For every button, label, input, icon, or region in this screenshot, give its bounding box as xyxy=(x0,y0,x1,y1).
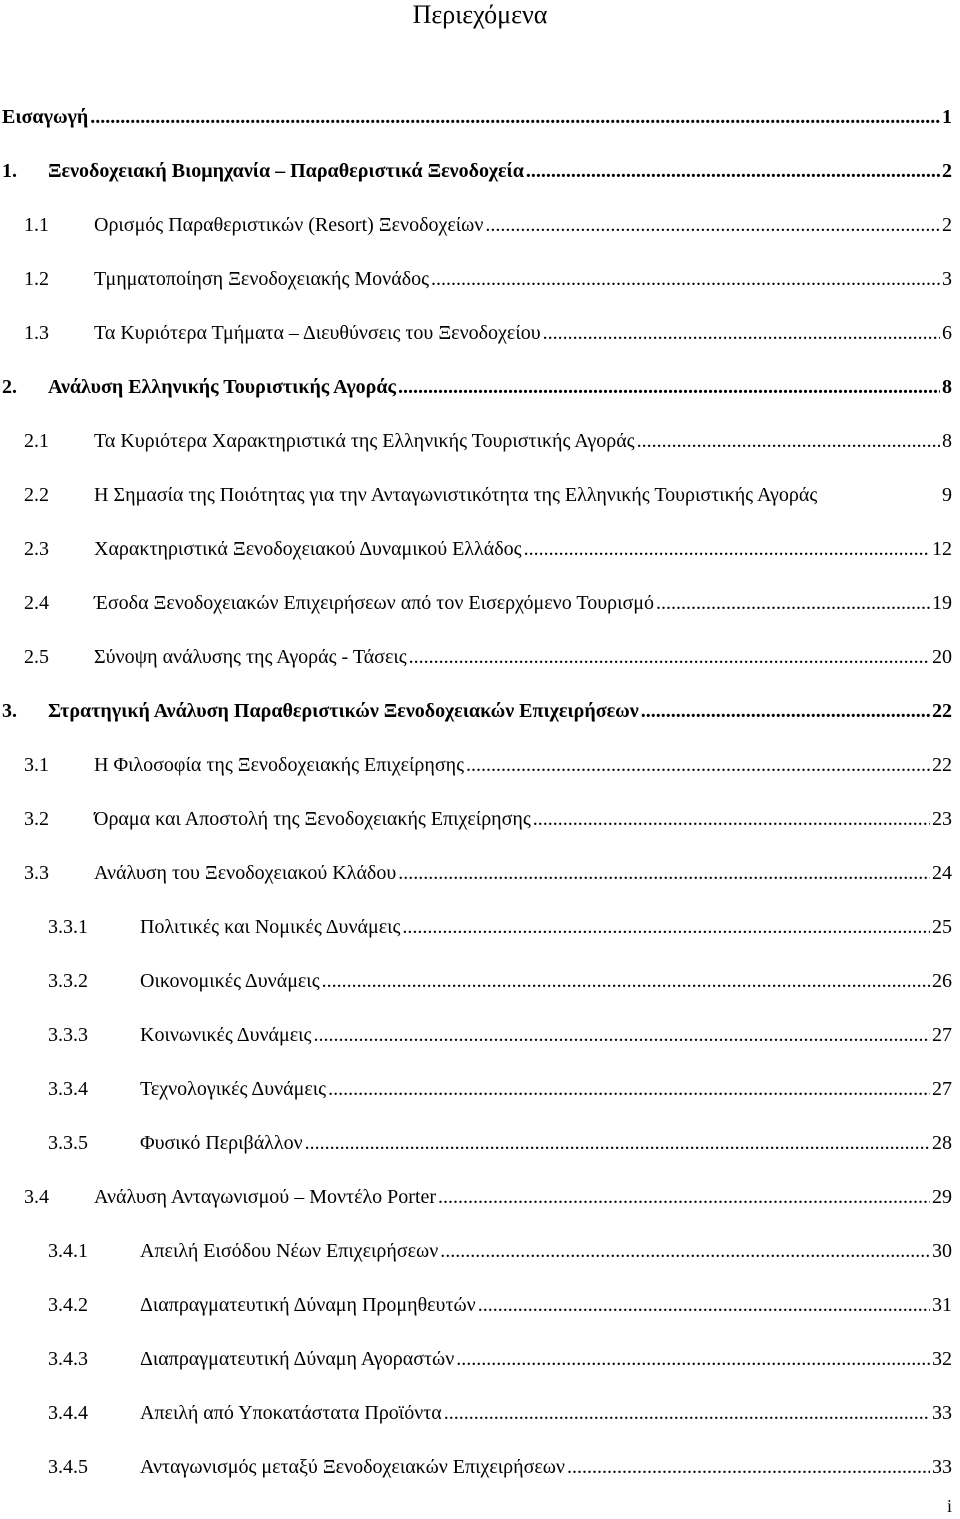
toc-dot-leader xyxy=(533,805,930,833)
toc-entry-page: 27 xyxy=(932,1024,952,1046)
toc-entry-number: 3.4.1 xyxy=(48,1240,88,1262)
toc-entry-page: 12 xyxy=(932,538,952,560)
toc-dot-leader xyxy=(641,697,930,725)
toc-entry-title: Έσοδα Ξενοδοχειακών Επιχειρήσεων από τον Εισερχόμενο Τουρισμό xyxy=(94,592,654,614)
toc-entry-title: Οικονομικές Δυνάμεις xyxy=(140,970,320,992)
toc-entry-number: 2. xyxy=(2,376,17,398)
toc-entry-title: Ανταγωνισμός μεταξύ Ξενοδοχειακών Επιχειρήσεων xyxy=(140,1456,565,1478)
toc-entry[interactable] xyxy=(0,535,960,563)
toc-dot-leader xyxy=(398,373,940,401)
toc-dot-leader xyxy=(402,913,930,941)
toc-entry-number: 3.4.4 xyxy=(48,1402,88,1424)
toc-entry-number: 3.4.3 xyxy=(48,1348,88,1370)
toc-entry-page: 3 xyxy=(942,268,952,290)
page-number: i xyxy=(946,1496,952,1516)
toc-dot-leader xyxy=(409,643,930,671)
toc-entry-page: 22 xyxy=(932,754,952,776)
toc-entry-title: Διαπραγματευτική Δύναμη Προμηθευτών xyxy=(140,1294,476,1316)
toc-entry-title: Ανάλυση Ελληνικής Τουριστικής Αγοράς xyxy=(48,376,396,398)
toc-dot-leader xyxy=(543,319,940,347)
toc-entry-page: 27 xyxy=(932,1078,952,1100)
toc-dot-leader xyxy=(438,1183,930,1211)
toc-entry-title: Χαρακτηριστικά Ξενοδοχειακού Δυναμικού Ελλάδος xyxy=(94,538,522,560)
toc-entry-number: 3.4 xyxy=(24,1186,49,1208)
toc-entry[interactable] xyxy=(0,103,960,131)
toc-dot-leader xyxy=(524,535,930,563)
toc-entry-number: 3.4.5 xyxy=(48,1456,88,1478)
toc-entry-number: 3.1 xyxy=(24,754,49,776)
toc-entry-title: Σύνοψη ανάλυσης της Αγοράς - Τάσεις xyxy=(94,646,407,668)
page-title: Περιεχόμενα xyxy=(412,0,548,29)
toc-entry-page: 32 xyxy=(932,1348,952,1370)
toc-entry[interactable] xyxy=(0,481,960,509)
toc-entry-title: Η Φιλοσοφία της Ξενοδοχειακής Επιχείρησης xyxy=(94,754,465,776)
toc-entry-number: 2.3 xyxy=(24,538,49,560)
toc-entry-page: 2 xyxy=(942,214,952,236)
toc-entry[interactable] xyxy=(0,805,960,833)
toc-entry[interactable] xyxy=(0,697,960,725)
toc-entry-page: 23 xyxy=(932,808,952,830)
toc-dot-leader xyxy=(456,1345,930,1373)
toc-entry-title: Απειλή Εισόδου Νέων Επιχειρήσεων xyxy=(140,1240,439,1262)
toc-entry-number: 2.2 xyxy=(24,484,49,506)
toc-dot-leader xyxy=(313,1021,930,1049)
toc-entry[interactable] xyxy=(0,1453,960,1481)
toc-dot-leader xyxy=(656,589,930,617)
toc-entry[interactable] xyxy=(0,859,960,887)
toc-entry[interactable] xyxy=(0,211,960,239)
toc-entry-number: 1.1 xyxy=(24,214,49,236)
toc-entry[interactable] xyxy=(0,319,960,347)
toc-entry-number: 3.3 xyxy=(24,862,49,884)
toc-entry-page: 2 xyxy=(942,160,952,182)
toc-dot-leader xyxy=(485,211,940,239)
toc-entry[interactable] xyxy=(0,643,960,671)
toc-entry-title: Τμηματοποίηση Ξενοδοχειακής Μονάδος xyxy=(94,268,430,290)
toc-entry-page: 8 xyxy=(942,430,952,452)
toc-entry-page: 31 xyxy=(932,1294,952,1316)
toc-entry-page: 25 xyxy=(932,916,952,938)
toc-dot-leader xyxy=(305,1129,930,1157)
toc-entry-number: 2.1 xyxy=(24,430,49,452)
toc-dot-leader xyxy=(328,1075,930,1103)
toc-entry[interactable] xyxy=(0,589,960,617)
toc-entry[interactable] xyxy=(0,1237,960,1265)
toc-entry-page: 1 xyxy=(942,106,952,128)
toc-entry-title: Τα Κυριότερα Χαρακτηριστικά της Ελληνικής Τουριστικής Αγοράς xyxy=(94,430,635,452)
toc-entry-number: 3.3.5 xyxy=(48,1132,88,1154)
toc-entry-number: 2.4 xyxy=(24,592,49,614)
toc-entry[interactable] xyxy=(0,1021,960,1049)
toc-entry-number: 3. xyxy=(2,700,17,722)
toc-entry[interactable] xyxy=(0,157,960,185)
toc-entry-title: Τα Κυριότερα Τμήματα – Διευθύνσεις του Ξενοδοχείου xyxy=(94,322,541,344)
toc-entry[interactable] xyxy=(0,1291,960,1319)
toc-entry-number: 1. xyxy=(2,160,17,182)
toc-entry-page: 22 xyxy=(932,700,952,722)
toc-entry-title: Απειλή από Υποκατάστατα Προϊόντα xyxy=(140,1402,442,1424)
toc-entry[interactable] xyxy=(0,1345,960,1373)
toc-entry-number: 3.4.2 xyxy=(48,1294,88,1316)
toc-entry-number: 3.3.2 xyxy=(48,970,88,992)
toc-entry-number: 2.5 xyxy=(24,646,49,668)
toc-entry-number: 1.3 xyxy=(24,322,49,344)
toc-entry-title: Κοινωνικές Δυνάμεις xyxy=(140,1024,312,1046)
toc-entry-page: 28 xyxy=(932,1132,952,1154)
toc-entry-title: Στρατηγική Ανάλυση Παραθεριστικών Ξενοδοχειακών Επιχειρήσεων xyxy=(48,700,639,722)
toc-entry-page: 30 xyxy=(932,1240,952,1262)
toc-entry-page: 33 xyxy=(932,1456,952,1478)
toc-entry-page: 24 xyxy=(932,862,952,884)
toc-entry-title: Φυσικό Περιβάλλον xyxy=(140,1132,303,1154)
toc-entry-page: 20 xyxy=(932,646,952,668)
toc-dot-leader xyxy=(398,859,930,887)
toc-entry-title: Πολιτικές και Νομικές Δυνάμεις xyxy=(140,916,401,938)
toc-entry-number: 3.3.4 xyxy=(48,1078,88,1100)
toc-entry-title: Όραμα και Αποστολή της Ξενοδοχειακής Επιχείρησης xyxy=(94,808,531,830)
toc-entry[interactable] xyxy=(0,1075,960,1103)
toc-dot-leader xyxy=(444,1399,930,1427)
toc-entry[interactable] xyxy=(0,427,960,455)
toc-entry-title: Εισαγωγή xyxy=(2,106,89,128)
toc-entry-page: 19 xyxy=(932,592,952,614)
toc-entry-page: 29 xyxy=(932,1186,952,1208)
toc-entry[interactable] xyxy=(0,265,960,293)
toc-entry-number: 3.2 xyxy=(24,808,49,830)
toc-entry-title: Ξενοδοχειακή Βιομηχανία – Παραθεριστικά Ξενοδοχεία xyxy=(48,160,524,182)
toc-dot-leader xyxy=(526,157,940,185)
toc-entry-title: Ανάλυση του Ξενοδοχειακού Κλάδου xyxy=(94,862,397,884)
toc-entry-title: Ανάλυση Ανταγωνισμού – Μοντέλο Porter xyxy=(94,1186,437,1208)
toc-dot-leader xyxy=(637,427,940,455)
toc-entry-page: 8 xyxy=(942,376,952,398)
toc-dot-leader xyxy=(478,1291,930,1319)
toc-dot-leader xyxy=(322,967,930,995)
toc-dot-leader xyxy=(567,1453,930,1481)
toc-entry[interactable] xyxy=(0,967,960,995)
toc-entry[interactable] xyxy=(0,373,960,401)
toc-entry[interactable] xyxy=(0,751,960,779)
toc-entry[interactable] xyxy=(0,1129,960,1157)
toc-entry-page: 26 xyxy=(932,970,952,992)
toc-entry[interactable] xyxy=(0,1183,960,1211)
toc-entry-number: 1.2 xyxy=(24,268,49,290)
toc-dot-leader xyxy=(466,751,930,779)
toc-entry-title: Ορισμός Παραθεριστικών (Resort) Ξενοδοχείων xyxy=(94,214,484,236)
toc-dot-leader xyxy=(431,265,940,293)
toc-entry-title: Τεχνολογικές Δυνάμεις xyxy=(140,1078,327,1100)
toc-dot-leader xyxy=(440,1237,930,1265)
toc-entry-page: 33 xyxy=(932,1402,952,1424)
toc-dot-leader xyxy=(90,103,940,131)
toc-entry[interactable] xyxy=(0,913,960,941)
toc-entry-number: 3.3.1 xyxy=(48,916,88,938)
toc-entry-page: 9 xyxy=(942,484,952,506)
toc-entry[interactable] xyxy=(0,1399,960,1427)
toc-entry-number: 3.3.3 xyxy=(48,1024,88,1046)
toc-entry-title: Διαπραγματευτική Δύναμη Αγοραστών xyxy=(140,1348,455,1370)
toc-entry-title: Η Σημασία της Ποιότητας για την Ανταγωνιστικότητα της Ελληνικής Τουριστικής Αγοράς xyxy=(94,484,818,506)
toc-entry-page: 6 xyxy=(942,322,952,344)
